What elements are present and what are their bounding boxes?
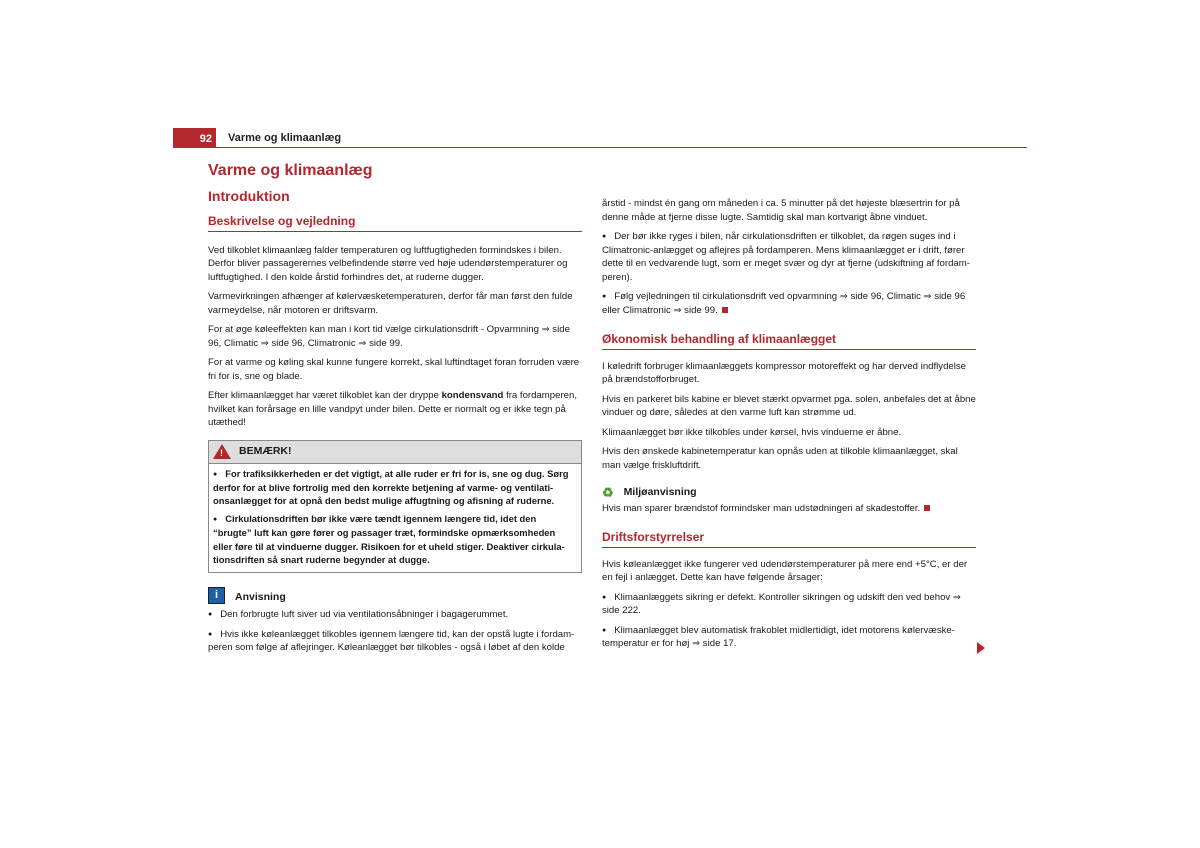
note-heading: i Anvisning xyxy=(208,587,582,604)
paragraph: Varmevirkningen afhænger af kølervæsketemperaturen, derfor får man først den fulde varmeydelse, når motoren er driftsvarm. xyxy=(208,291,573,316)
environment-heading: ♻ Miljøanvisning xyxy=(602,485,697,500)
warning-icon: ! xyxy=(213,444,231,459)
section-title: Introduktion xyxy=(208,187,290,204)
header-rule xyxy=(173,147,1027,148)
left-column xyxy=(208,164,582,661)
paragraph: Klimaanlægget bør ikke tilkobles under kørsel, hvis vinduerne er åbne. xyxy=(602,426,902,438)
end-marker xyxy=(722,307,728,313)
info-icon: i xyxy=(208,587,225,604)
right-column xyxy=(602,197,976,657)
recycle-icon: ♻ xyxy=(602,485,614,500)
paragraph: For at øge køleeffekten kan man i kort tid vælge cirkulationsdrift - Opvarmning ⇒ side 96, Climatic ⇒ side 96, Climatronic ⇒ side 99. xyxy=(208,324,570,349)
paragraph: Ved tilkoblet klimaanlæg falder temperaturen og luftfugtigheden formindskes i bilen. Derfor bliver passagerernes velbefindende større ved høje udendørstemperaturer og luftfugtighed. I den kolde årstid forhindres det, at ruderne dugger. xyxy=(208,244,568,283)
paragraph: I køledrift forbruger klimaanlæggets kompressor motoreffekt og har derved indflydelse på brændstofforbruget. xyxy=(602,360,967,385)
warning-item: ● Cirkulationsdriften bør ikke være tændt igennem længere tid, idet den “brugte” luft kan gøre fører og passager træt, formindske opmærksomheden eller føre til at vinduerne dugger. Risikoen for et uheld stiger. Deaktiver cirkulationsdriften så snart ruderne begynder at dugge. xyxy=(213,512,577,567)
note-item: ● Den forbrugte luft siver ud via ventilationsåbninger i bagagerummet. xyxy=(208,608,582,622)
end-marker xyxy=(924,505,930,511)
page-number: 92 xyxy=(173,128,216,148)
subsection-heading: Økonomisk behandling af klimaanlægget xyxy=(602,333,976,350)
subsection-heading: Beskrivelse og vejledning xyxy=(208,215,582,232)
note-item: ● Følg vejledningen til cirkulationsdrift ved opvarmning ⇒ side 96, Climatic ⇒ side 96 eller Climatronic ⇒ side 99. xyxy=(602,290,976,317)
warning-box xyxy=(208,440,582,574)
paragraph: Efter klimaanlægget har været tilkoblet kan der dryppe kondensvand fra fordamperen, hvilket kan forårsage en lille vandpyt under bilen. Dette er normalt og er ikke tegn på utæthed! xyxy=(208,390,577,428)
paragraph: årstid - mindst én gang om måneden i ca. 5 minutter på det højeste blæsertrin for på denne måde at fjerne disse lugte. Samtidig skal man kortvarigt åbne vinduet. xyxy=(602,198,960,223)
warning-item: ● For trafiksikkerheden er det vigtigt, at alle ruder er fri for is, sne og dug. Sørg derfor for at blive fortrolig med den korrekte betjening af varme- og ventilationsanlægget for at opnå den bedst mulige affugtning og afisning af ruderne. xyxy=(213,467,577,508)
paragraph: Hvis en parkeret bils kabine er blevet stærkt opvarmet pga. solen, anbefales det at åbne vinduer og døre, således at den varme luft kan strømme ud. xyxy=(602,393,976,418)
running-header: Varme og klimaanlæg xyxy=(228,132,342,144)
paragraph: For at varme og køling skal kunne fungere korrekt, skal luftindtaget foran forruden være fri for is, sne og blade. xyxy=(208,357,580,382)
list-item: ● Klimaanlæggets sikring er defekt. Kontroller sikringen og udskift den ved behov ⇒ side 222. xyxy=(602,591,976,618)
paragraph: Hvis den ønskede kabinetemperatur kan opnås uden at tilkoble klimaanlægget, skal man vælge friskluftdrift. xyxy=(602,446,958,471)
paragraph: Hvis køleanlægget ikke fungerer ved udendørstemperaturer på mere end +5°C, er der en fejl i anlægget. Dette kan have følgende årsager: xyxy=(602,558,968,583)
list-item: ● Klimaanlægget blev automatisk frakoblet midlertidigt, idet motorens kølervæsketemperatur er for høj ⇒ side 17. xyxy=(602,624,976,651)
paragraph: Hvis man sparer brændstof formindsker man udstødningen af skadestoffer. xyxy=(602,502,976,516)
warning-title: BEMÆRK! xyxy=(239,444,292,457)
note-item: ● Der bør ikke ryges i bilen, når cirkulationsdriften er tilkoblet, da røgen suges ind i Climatronic-anlægget og aflejres på fordamperen. Mens klimaanlægget er i drift, fører dette til en vedvarende lugt, som er meget svær og dyr at fjerne (udskiftning af fordamperen). xyxy=(602,230,976,284)
note-item: ● Hvis ikke køleanlægget tilkobles igennem længere tid, kan der opstå lugte i fordamperen som følge af aflejringer. Køleanlægget bør tilkobles - også i løbet af den kolde xyxy=(208,628,582,655)
term-kondensvand: kondensvand xyxy=(441,390,504,401)
subsection-heading: Driftsforstyrrelser xyxy=(602,531,976,548)
chapter-title: Varme og klimaanlæg xyxy=(208,162,373,179)
continue-arrow-icon xyxy=(977,642,985,654)
